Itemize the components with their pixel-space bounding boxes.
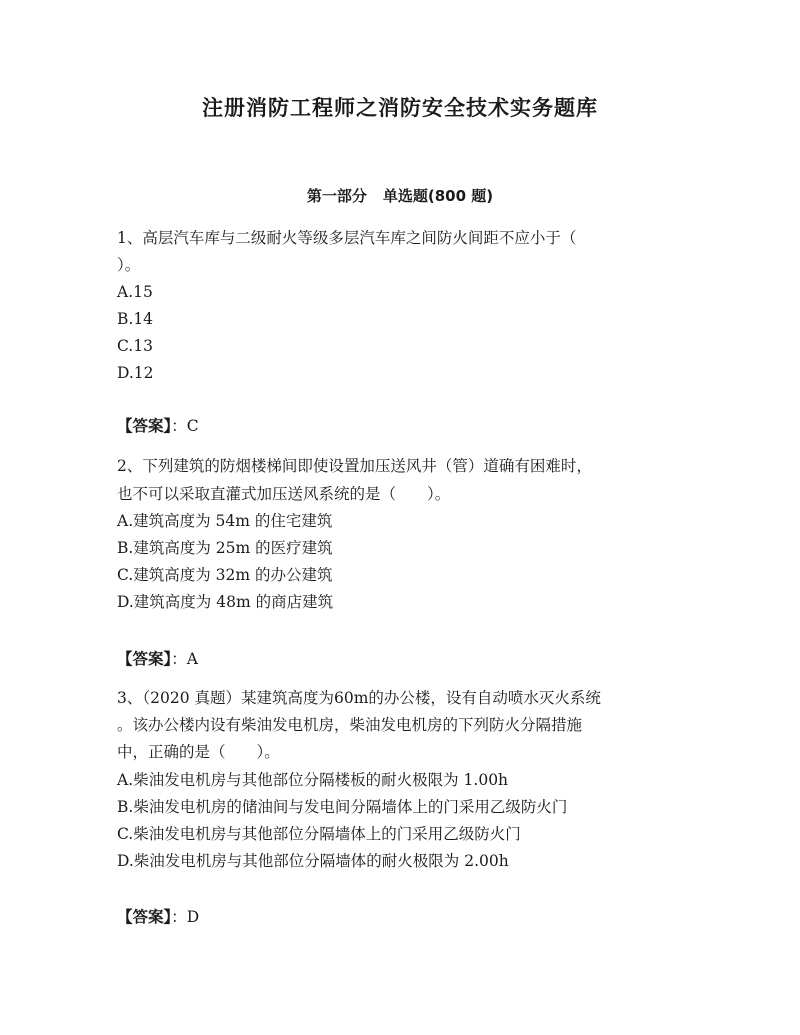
question-1-answer xyxy=(117,416,199,436)
answer-value: ：D xyxy=(171,908,200,926)
section-heading: 第一部分 xyxy=(306,187,367,205)
document-title: 注册消防工程师之消防安全技术实务题库 xyxy=(202,96,598,120)
question-2-option-a: A.建筑高度为 54m 的住宅建筑 xyxy=(117,512,333,530)
question-2-answer xyxy=(117,649,198,669)
question-1-option-b: B.14 xyxy=(117,310,154,328)
answer-label: 【答案】 xyxy=(117,650,172,668)
question-2-option-c: C.建筑高度为 32m 的办公建筑 xyxy=(117,566,333,584)
question-3-option-c: C.柴油发电机房与其他部位分隔墙体上的门采用乙级防火门 xyxy=(117,825,521,843)
question-2-stem-line-1: 2、下列建筑的防烟楼梯间即使设置加压送风井（管）道确有困难时， xyxy=(117,457,592,475)
question-3-stem-line-2: 。该办公楼内设有柴油发电机房，柴油发电机房的下列防火分隔措施 xyxy=(117,716,583,734)
answer-value: ：A xyxy=(171,650,198,668)
question-3-answer xyxy=(117,907,199,927)
answer-label: 【答案】 xyxy=(117,908,172,926)
answer-label: 【答案】 xyxy=(117,417,172,435)
answer-value: ：C xyxy=(171,417,199,435)
section-subheading: 单选题(800 题) xyxy=(382,187,494,205)
section-title xyxy=(0,185,800,206)
question-1-option-c: C.13 xyxy=(117,337,153,355)
question-3-stem-line-1: 3、（2020 真题）某建筑高度为60m的办公楼，设有自动喷水灭火系统 xyxy=(117,689,601,707)
question-3-option-a: A.柴油发电机房与其他部位分隔楼板的耐火极限为 1.00h xyxy=(117,771,509,789)
question-2-option-d: D.建筑高度为 48m 的商店建筑 xyxy=(117,593,334,611)
question-3-option-b: B.柴油发电机房的储油间与发电间分隔墙体上的门采用乙级防火门 xyxy=(117,798,568,816)
question-1-stem-line-1: 1、高层汽车库与二级耐火等级多层汽车库之间防火间距不应小于（ xyxy=(117,229,577,247)
question-3-option-d: D.柴油发电机房与其他部位分隔墙体的耐火极限为 2.00h xyxy=(117,852,509,870)
question-2-option-b: B.建筑高度为 25m 的医疗建筑 xyxy=(117,539,333,557)
question-3-stem-line-3: 中，正确的是（ ）。 xyxy=(117,743,280,761)
question-2-stem-line-2: 也不可以采取直灌式加压送风系统的是（ ）。 xyxy=(117,485,451,503)
question-1-option-a: A.15 xyxy=(117,283,153,301)
question-1-option-d: D.12 xyxy=(117,364,154,382)
question-1-stem-line-2: ）。 xyxy=(117,256,141,274)
